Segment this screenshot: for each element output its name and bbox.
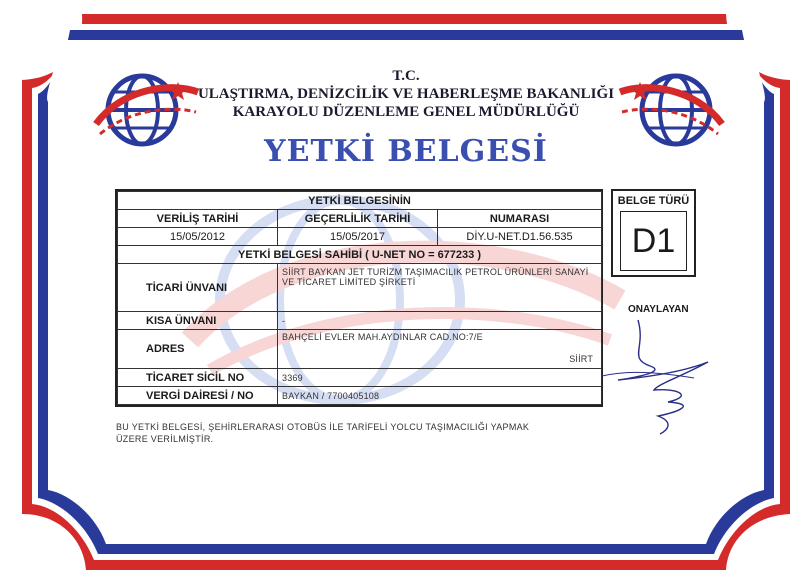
holder-title: YETKİ BELGESİ SAHİBİ ( U-NET NO = 677233 ) bbox=[118, 246, 602, 264]
issue-date-value: 15/05/2012 bbox=[118, 228, 278, 246]
header-tc: T.C. bbox=[392, 68, 420, 84]
tax-label: VERGİ DAİRESİ / NO bbox=[118, 387, 278, 405]
address-cell bbox=[278, 330, 602, 369]
valid-until-label: GEÇERLİLİK TARİHİ bbox=[278, 210, 438, 228]
address-city: SİİRT bbox=[569, 354, 594, 364]
trade-reg-label: TİCARET SİCİL NO bbox=[118, 369, 278, 387]
issue-date-label: VERİLİŞ TARİHİ bbox=[118, 210, 278, 228]
trade-reg-value: 3369 bbox=[278, 369, 602, 387]
signature bbox=[598, 318, 728, 438]
footer-note: BU YETKİ BELGESİ, ŞEHİRLERARASI OTOBÜS İLE TARİFELİ YOLCU TAŞIMACILIĞI YAPMAK ÜZERE VERİLMİŞTİR. bbox=[116, 422, 530, 444]
trade-name-label: TİCARİ ÜNVANI bbox=[118, 264, 278, 312]
document-title: YETKİ BELGESİ bbox=[264, 134, 548, 169]
number-value: DİY.U-NET.D1.56.535 bbox=[438, 228, 602, 246]
number-label: NUMARASI bbox=[438, 210, 602, 228]
section-title: YETKİ BELGESİNİN bbox=[118, 192, 602, 210]
trade-name-value: SİİRT BAYKAN JET TURİZM TAŞIMACILIK PETROL ÜRÜNLERİ SANAYİ VE TİCARET LİMİTED ŞİRKETİ bbox=[278, 264, 602, 312]
certificate-table bbox=[115, 189, 603, 407]
department-name: KARAYOLU DÜZENLEME GENEL MÜDÜRLÜĞÜ bbox=[232, 104, 580, 120]
certificate-type-value: D1 bbox=[620, 211, 687, 271]
address-value: BAHÇELİ EVLER MAH.AYDINLAR CAD.NO:7/E bbox=[282, 332, 483, 342]
ministry-name: ULAŞTIRMA, DENİZCİLİK VE HABERLEŞME BAKANLIĞI bbox=[197, 86, 615, 102]
valid-until-value: 15/05/2017 bbox=[278, 228, 438, 246]
short-name-label: KISA ÜNVANI bbox=[118, 312, 278, 330]
approver-label: ONAYLAYAN bbox=[628, 304, 689, 315]
address-label: ADRES bbox=[118, 330, 278, 369]
certificate-type-label: BELGE TÜRÜ bbox=[617, 195, 690, 207]
certificate-type-box bbox=[611, 189, 696, 277]
tax-value: BAYKAN / 7700405108 bbox=[278, 387, 602, 405]
short-name-value: - bbox=[278, 312, 602, 330]
